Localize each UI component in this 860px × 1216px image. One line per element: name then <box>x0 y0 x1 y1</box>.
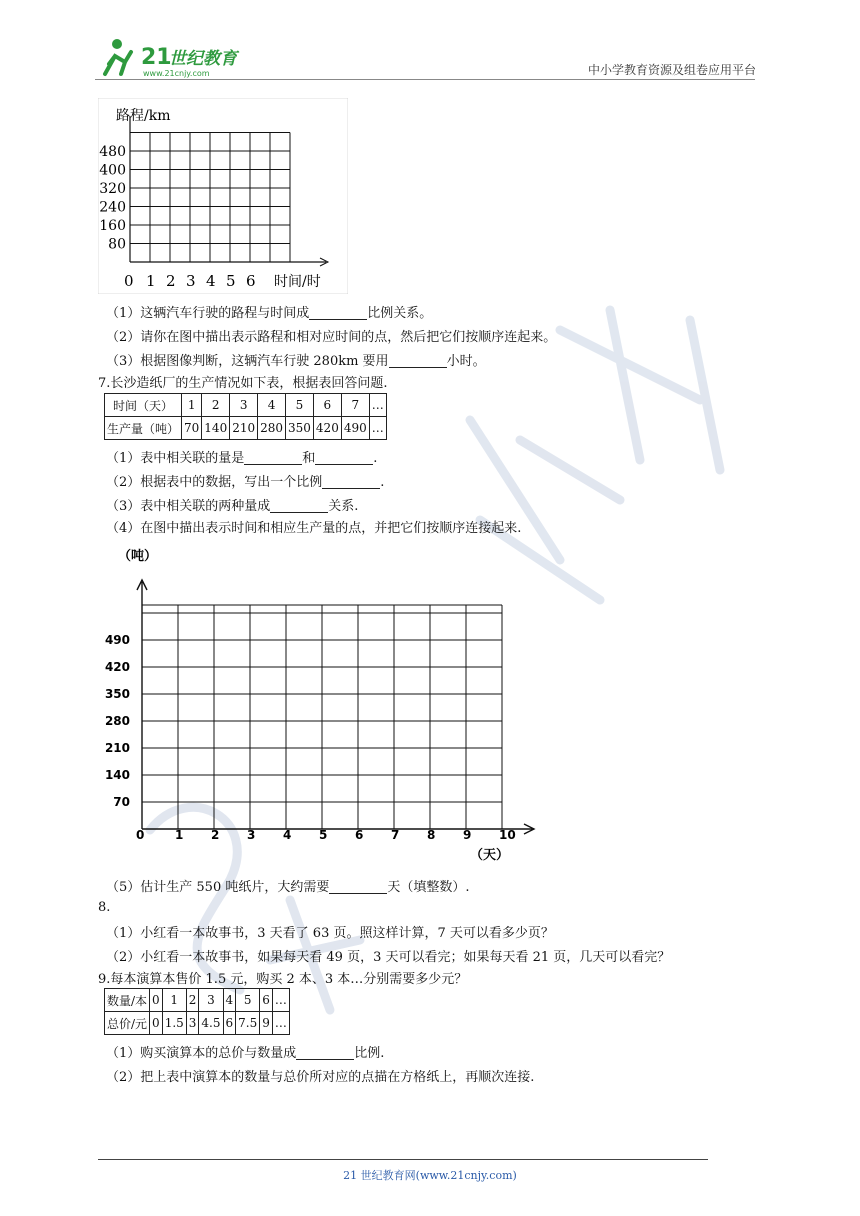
q6-part3: （3）根据图像判断，这辆汽车行驶 280km 要用 小时。 <box>106 354 486 369</box>
table-head: 数量/本 <box>105 989 150 1012</box>
x-tick-label: 3 <box>247 828 256 842</box>
x-tick-label: 9 <box>463 828 472 842</box>
x-tick-label: 1 <box>146 272 156 290</box>
y-tick-label: 210 <box>104 741 130 755</box>
answer-blank[interactable] <box>389 354 447 368</box>
q7-title: 7.长沙造纸厂的生产情况如下表，根据表回答问题. <box>98 376 388 391</box>
y-tick-label: 280 <box>104 714 130 728</box>
y-tick-label: 420 <box>104 660 130 674</box>
x-tick-label: 5 <box>226 272 236 290</box>
svg-text:世纪教育: 世纪教育 <box>169 49 237 69</box>
table-cell: 5 <box>236 989 260 1012</box>
q8-title: 8. <box>98 900 111 915</box>
x-tick-label: 10 <box>499 828 516 842</box>
table-cell: 5 <box>286 394 314 417</box>
x-tick-label: 2 <box>166 272 176 290</box>
y-tick-label: 140 <box>104 768 130 782</box>
footer-text: 21 世纪教育网(www.21cnjy.com) <box>343 1169 517 1182</box>
answer-blank[interactable] <box>329 880 387 894</box>
x-tick-label: 2 <box>211 828 220 842</box>
table-cell: 140 <box>202 417 230 440</box>
table-cell: 210 <box>230 417 258 440</box>
distance-time-grid-chart <box>98 98 348 294</box>
table-cell: 1 <box>162 989 186 1012</box>
table-cell: 70 <box>182 417 202 440</box>
q8-part1: （1）小红看一本故事书，3 天看了 63 页。照这样计算，7 天可以看多少页？ <box>106 926 554 941</box>
table-head: 生产量（吨） <box>105 417 182 440</box>
y-tick-label: 70 <box>113 795 130 809</box>
x-tick-label: 4 <box>283 828 292 842</box>
table-cell: 280 <box>258 417 286 440</box>
x-axis-label: （天） <box>470 848 510 863</box>
x-tick-label: 0 <box>136 828 145 842</box>
table-cell: 7.5 <box>236 1012 260 1035</box>
answer-blank[interactable] <box>270 499 328 513</box>
y-tick-label: 400 <box>99 162 126 179</box>
q6-part2: （2）请你在图中描出表示路程和相对应时间的点，然后把它们按顺序连起来。 <box>106 330 557 345</box>
header-divider <box>95 79 755 80</box>
footer-divider <box>98 1159 708 1160</box>
table-cell: 3 <box>199 989 223 1012</box>
table-cell: 4 <box>223 989 236 1012</box>
table-cell: 3 <box>186 1012 199 1035</box>
table-cell: 3 <box>230 394 258 417</box>
table-cell: 6 <box>223 1012 236 1035</box>
table-row <box>105 989 290 1012</box>
q8-part2: （2）小红看一本故事书，如果每天看 49 页，3 天可以看完；如果每天看 21 页，几天可以看完？ <box>106 950 671 965</box>
answer-blank[interactable] <box>315 451 373 465</box>
x-tick-label: 7 <box>391 828 400 842</box>
table-cell: 420 <box>313 417 341 440</box>
table-head: 总价/元 <box>105 1012 150 1035</box>
table-cell: 0 <box>150 989 163 1012</box>
table-cell: 1.5 <box>162 1012 186 1035</box>
x-tick-label: 1 <box>175 828 184 842</box>
y-tick-label: 320 <box>99 181 126 197</box>
svg-text:www.21cnjy.com: www.21cnjy.com <box>143 69 210 78</box>
x-tick-label: 8 <box>427 828 436 842</box>
table-cell: 9 <box>260 1012 273 1035</box>
y-tick-label: 240 <box>99 199 126 216</box>
q9-data-table <box>104 988 290 1035</box>
table-row <box>105 394 387 417</box>
y-axis-label: （吨） <box>118 549 158 564</box>
q9-title: 9.每本演算本售价 1.5 元，购买 2 本、3 本…分别需要多少元？ <box>98 972 468 987</box>
table-cell: … <box>369 394 386 417</box>
table-row <box>105 417 387 440</box>
table-cell: 0 <box>150 1012 163 1035</box>
answer-blank[interactable] <box>322 475 380 489</box>
table-cell: 6 <box>260 989 273 1012</box>
q7-part1: （1）表中相关联的量是 和 . <box>106 451 378 466</box>
y-tick-label: 80 <box>108 236 126 253</box>
table-cell: 4 <box>258 394 286 417</box>
table-cell: 2 <box>202 394 230 417</box>
answer-blank[interactable] <box>296 1046 354 1060</box>
table-cell: 7 <box>341 394 369 417</box>
x-tick-label: 4 <box>206 272 216 290</box>
x-tick-label: 6 <box>246 272 256 290</box>
table-cell: … <box>369 417 386 440</box>
table-cell: 350 <box>286 417 314 440</box>
table-cell: 6 <box>313 394 341 417</box>
y-tick-label: 480 <box>99 144 126 160</box>
answer-blank[interactable] <box>244 451 302 465</box>
q6-part1: （1）这辆汽车行驶的路程与时间成 比例关系。 <box>106 306 433 321</box>
y-tick-label: 160 <box>99 218 126 234</box>
platform-name: 中小学教育资源及组卷应用平台 <box>587 63 756 77</box>
q7-data-table <box>104 393 387 440</box>
x-tick-label: 5 <box>319 828 328 842</box>
q7-part2: （2）根据表中的数据，写出一个比例 . <box>106 475 385 490</box>
table-cell: … <box>272 1012 289 1035</box>
table-row <box>105 1012 290 1035</box>
q7-part3: （3）表中相关联的两种量成 关系. <box>106 499 359 514</box>
site-logo <box>95 34 265 82</box>
x-tick-label: 6 <box>355 828 364 842</box>
x-tick-label: 3 <box>186 272 196 290</box>
table-cell: … <box>272 989 289 1012</box>
table-cell: 2 <box>186 989 199 1012</box>
x-tick-label: 0 <box>124 272 134 290</box>
q7-part4: （4）在图中描出表示时间和相应生产量的点，并把它们按顺序连接起来. <box>106 521 522 536</box>
x-axis-label: 时间/时 <box>274 274 321 290</box>
production-days-grid-chart <box>98 540 548 870</box>
y-tick-label: 490 <box>104 633 130 647</box>
answer-blank[interactable] <box>309 306 367 320</box>
q7-part5: （5）估计生产 550 吨纸片，大约需要 天（填整数）. <box>106 880 470 895</box>
y-axis-label: 路程/km <box>116 108 171 124</box>
table-head: 时间（天） <box>105 394 182 417</box>
q9-part2: （2）把上表中演算本的数量与总价所对应的点描在方格纸上，再顺次连接. <box>106 1070 535 1085</box>
q9-part1: （1）购买演算本的总价与数量成 比例. <box>106 1046 385 1061</box>
table-cell: 4.5 <box>199 1012 223 1035</box>
svg-text:21: 21 <box>141 45 172 70</box>
table-cell: 490 <box>341 417 369 440</box>
table-cell: 1 <box>182 394 202 417</box>
y-tick-label: 350 <box>104 687 130 701</box>
